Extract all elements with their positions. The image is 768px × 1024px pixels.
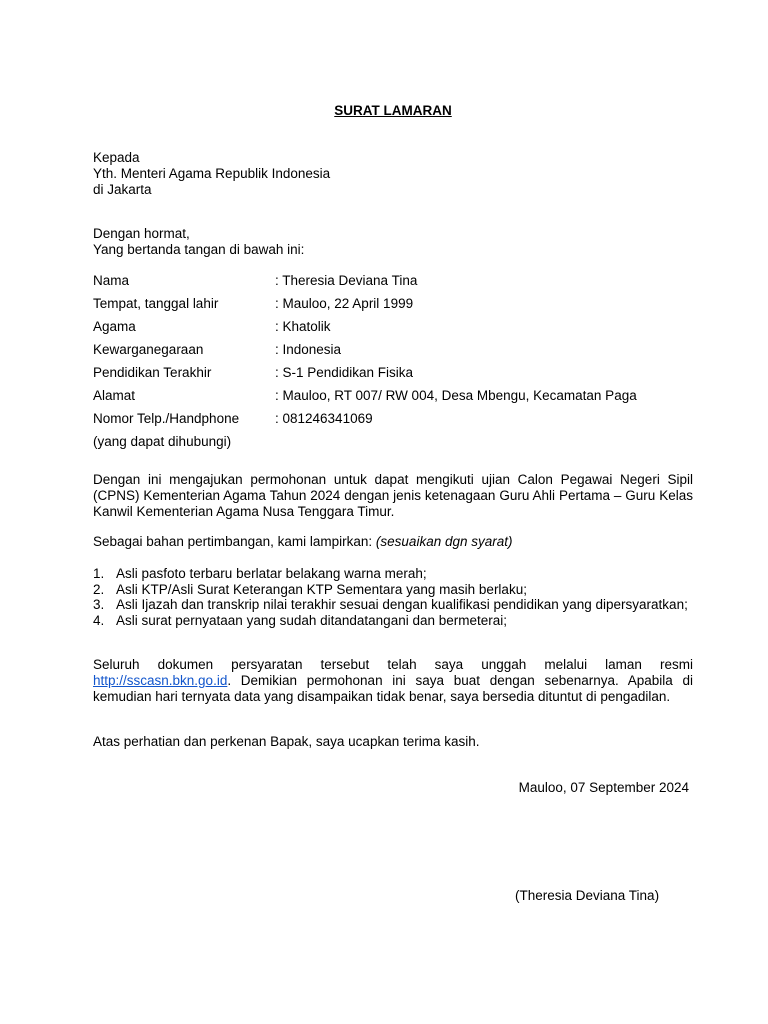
list-item	[93, 566, 693, 582]
greeting-block	[93, 226, 304, 258]
field-label-telepon: Nomor Telp./Handphone	[93, 411, 240, 426]
documents-paragraph	[93, 657, 693, 705]
recipient-line: Kepada	[93, 150, 140, 165]
greeting-line: Dengan hormat,	[93, 226, 190, 241]
list-item-text: Asli Ijazah dan transkrip nilai terakhir sesuai dengan kualifikasi pendidikan yang dipersyaratkan;	[116, 597, 688, 612]
field-value-nama: : Theresia Deviana Tina	[275, 273, 418, 288]
thanks-paragraph: Atas perhatian dan perkenan Bapak, saya ucapkan terima kasih.	[93, 734, 480, 749]
list-item-number: 2.	[93, 581, 105, 597]
recipient-line: di Jakarta	[93, 182, 152, 197]
field-value-telepon: : 081246341069	[275, 411, 373, 426]
attachments-note: (sesuaikan dgn syarat)	[375, 534, 513, 549]
field-label-agama: Agama	[93, 319, 136, 334]
field-value-kewarganegaraan: : Indonesia	[275, 342, 342, 357]
greeting-line: Yang bertanda tangan di bawah ini:	[93, 242, 305, 257]
list-item-number: 1.	[93, 566, 105, 581]
field-value-alamat: : Mauloo, RT 007/ RW 004, Desa Mbengu, Kecamatan Paga	[275, 388, 637, 403]
signature-name: (Theresia Deviana Tina)	[515, 888, 660, 903]
list-item-number: 4.	[93, 612, 105, 628]
field-label-alamat: Alamat	[93, 388, 136, 403]
list-item-text: Asli surat pernyataan yang sudah ditandatangani dan bermeterai;	[116, 612, 508, 628]
sscasn-link[interactable]: http://sscasn.bkn.go.id	[93, 673, 228, 688]
attachments-list	[93, 566, 693, 628]
attachments-intro	[93, 534, 693, 550]
field-value-agama: : Khatolik	[275, 319, 331, 334]
documents-text-before: Seluruh dokumen persyaratan tersebut telah saya unggah melalui laman resmi	[93, 657, 693, 672]
attachments-intro-text: Sebagai bahan pertimbangan, kami lampirkan:	[93, 534, 376, 549]
list-item	[93, 597, 693, 613]
list-item	[93, 582, 693, 598]
letter-title: SURAT LAMARAN	[334, 103, 452, 118]
recipient-line: Yth. Menteri Agama Republik Indonesia	[93, 166, 331, 181]
documents-text-after: . Demikian permohonan ini saya buat dengan sebenarnya. Apabila di kemudian hari ternyata data yang disampaikan tidak benar, saya bersedia dituntut di pengadilan.	[93, 673, 693, 704]
field-label-ttl: Tempat, tanggal lahir	[93, 296, 219, 311]
field-label-pendidikan: Pendidikan Terakhir	[93, 365, 212, 380]
list-item	[93, 613, 693, 629]
place-date: Mauloo, 07 September 2024	[518, 780, 689, 795]
list-item-text: Asli pasfoto terbaru berlatar belakang warna merah;	[116, 566, 427, 581]
list-item-text: Asli KTP/Asli Surat Keterangan KTP Sementara yang masih berlaku;	[116, 581, 527, 597]
recipient-block	[93, 150, 330, 198]
field-label-nama: Nama	[93, 273, 130, 288]
field-label-kewarganegaraan: Kewarganegaraan	[93, 342, 204, 357]
list-item-number: 3.	[93, 597, 105, 612]
field-value-pendidikan: : S-1 Pendidikan Fisika	[275, 365, 414, 380]
application-paragraph: Dengan ini mengajukan permohonan untuk dapat mengikuti ujian Calon Pegawai Negeri Sipil (CPNS) Kementerian Agama Tahun 2024 dengan jenis ketenagaan Guru Ahli Pertama – Guru Kelas Kanwil Kementerian Agama Nusa Tenggara Timur.	[93, 472, 693, 519]
field-value-ttl: : Mauloo, 22 April 1999	[275, 296, 414, 311]
field-label-dapat-dihubungi: (yang dapat dihubungi)	[93, 434, 232, 449]
